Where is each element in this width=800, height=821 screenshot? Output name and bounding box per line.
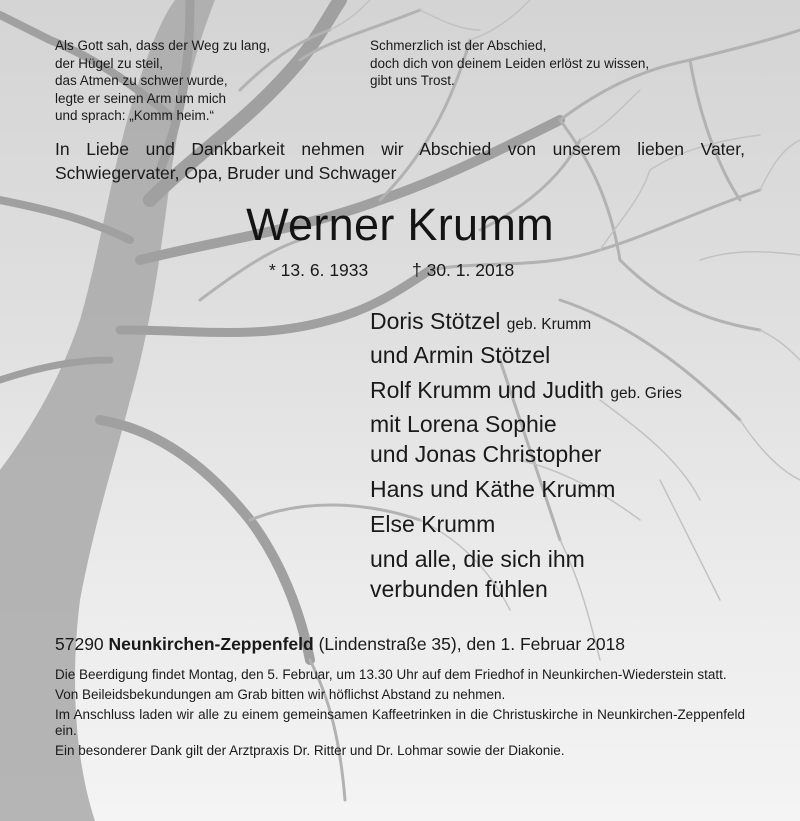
- mourner-name: Else Krumm: [370, 511, 496, 537]
- mourner-entry: [370, 509, 770, 539]
- mourner-line: und Jonas Christopher: [370, 441, 602, 467]
- mourner-line: und Armin Stötzel: [370, 342, 551, 368]
- poem-left-line: der Hügel zu steil,: [55, 55, 164, 71]
- poem-right: [370, 37, 730, 90]
- poem-left-line: das Atmen zu schwer wurde,: [55, 73, 228, 88]
- maiden-name: geb. Gries: [610, 385, 682, 402]
- place-and-date: [55, 633, 625, 655]
- info-paragraph: Ein besonderer Dank gilt der Arztpraxis Dr. Ritter und Dr. Lohmar sowie der Diakonie.: [55, 743, 565, 758]
- mourner-name: Rolf Krumm und Judith: [370, 377, 604, 403]
- info-paragraph: Im Anschluss laden wir alle zu einem gemeinsamen Kaffeetrinken in die Christuskirche in Neunkirchen-Zeppenfeld ein.: [55, 707, 745, 738]
- mourner-entry: [370, 375, 770, 469]
- mourner-name: Hans und Käthe Krumm: [370, 476, 616, 502]
- deceased-name: Werner Krumm: [246, 199, 554, 250]
- birth-date: * 13. 6. 1933: [269, 260, 369, 280]
- maiden-name: geb. Krumm: [506, 316, 592, 333]
- mourner-entry: [370, 474, 770, 504]
- poem-left-line: und sprach: „Komm heim.“: [55, 108, 215, 123]
- mourners-list: [370, 306, 770, 609]
- intro-text: [55, 137, 745, 185]
- info-paragraph: Die Beerdigung findet Montag, den 5. Februar, um 13.30 Uhr auf dem Friedhof in Neunkirchen-Wiederstein statt.: [55, 667, 727, 682]
- funeral-info: [55, 667, 745, 763]
- poem-right-line: gibt uns Trost.: [370, 73, 455, 88]
- poem-left: [55, 37, 325, 125]
- intro-line-2: Schwiegervater, Opa, Bruder und Schwager: [55, 163, 397, 183]
- mourner-entry: [370, 306, 770, 370]
- mourner-line: verbunden fühlen: [370, 576, 548, 602]
- info-paragraph: Von Beileidsbekundungen am Grab bitten wir höflichst Abstand zu nehmen.: [55, 687, 506, 702]
- death-date: † 30. 1. 2018: [412, 260, 515, 280]
- mourner-entry: [370, 544, 770, 604]
- poem-left-line: Als Gott sah, dass der Weg zu lang,: [55, 38, 271, 53]
- mourner-line: und alle, die sich ihm: [370, 546, 585, 572]
- mourner-name: Doris Stötzel: [370, 308, 501, 334]
- mourner-line: mit Lorena Sophie: [370, 411, 557, 437]
- address-and-date: (Lindenstraße 35), den 1. Februar 2018: [318, 634, 626, 654]
- poem-right-line: Schmerzlich ist der Abschied,: [370, 38, 547, 53]
- town-name: Neunkirchen-Zeppenfeld: [108, 634, 314, 654]
- poem-right-line: doch dich von deinem Leiden erlöst zu wissen,: [370, 55, 650, 71]
- poem-left-line: legte er seinen Arm um mich: [55, 90, 227, 106]
- postal-code: 57290: [55, 634, 104, 654]
- intro-line-1: In Liebe und Dankbarkeit nehmen wir Abschied von unserem lieben Vater,: [55, 139, 745, 159]
